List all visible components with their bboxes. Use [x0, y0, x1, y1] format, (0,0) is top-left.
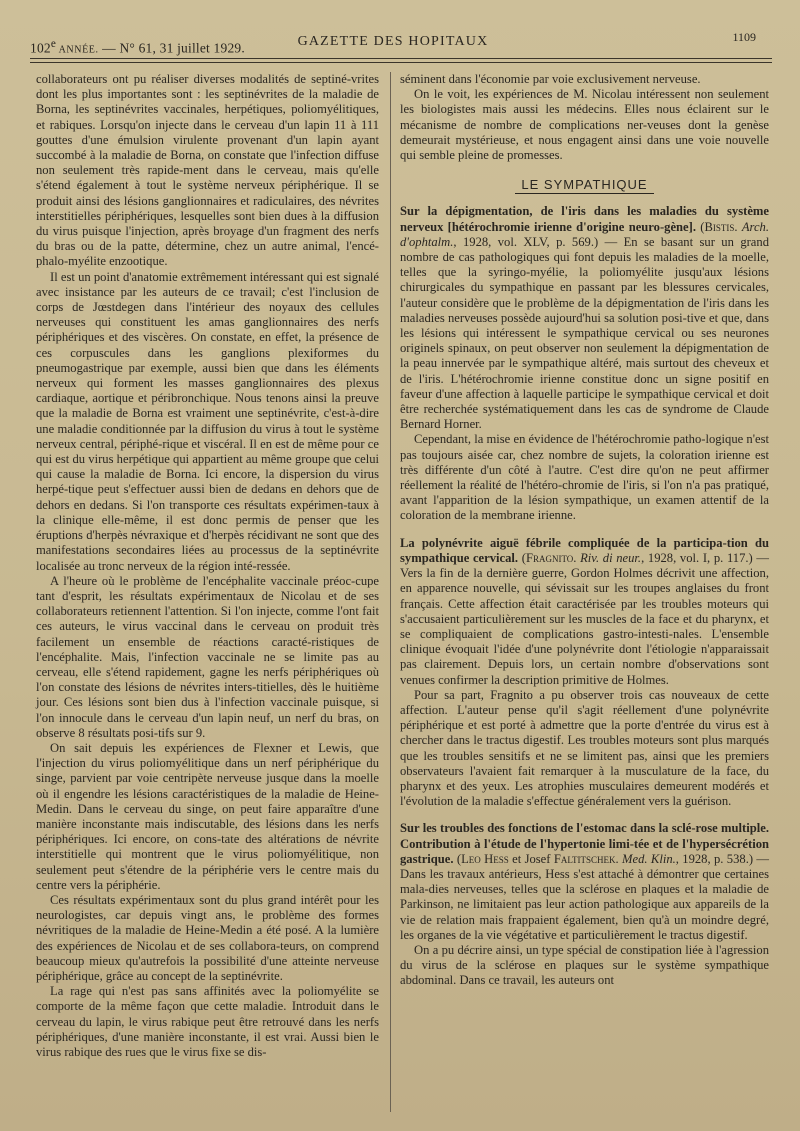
article-source: Arch. d'ophtalm. [400, 219, 769, 249]
article-fragnito: La polynévrite aiguë fébrile compliquée de la participa-tion du sympathique cervical. (Fragnito. Riv. di neur., 1928, vol. I, p. 117.) — Vers la fin de la dernière guerre, Gordon Holmes décrivit une affection, en apparence nouvelle, qui sévissait sur les troupes anglaises du front français. Cette affection était caractérisée par les troubles moteurs qui s'accusaient particulièrement sur les muscles de la face et du pharynx, et se compliquaient de complications gastro-intesti-nales. L'ensemble clinique évoquait l'idée d'une polynévrite dont l'étiologie n'apparaissait pas clairement. Depuis lors, un certain nombre d'observations sont venues confirmer la description primitive de Holmes. [400, 535, 770, 687]
left-column [36, 72, 379, 1060]
page-header [30, 30, 756, 56]
article-author: Faltitschek [553, 851, 616, 866]
column-divider [390, 72, 391, 1112]
paragraph: collaborateurs ont pu réaliser diverses modalités de septiné-vrites dont les plus importantes sont : les septinévrites de la maladie de Borna, les septinévrites vaccinales, herpétiques, poliomyélitiques, et rabiques. Lorsqu'on injecte dans le cerveau d'un lapin 11 à 111 gouttes d'une émulsion virulente provenant d'un lapin ayant succombé à la maladie de Borna, on constate que l'infection diffuse non seulement très rapide-ment dans le cerveau, mais qu'elle s'étend également à tout le système nerveux périphérique. Il se produit ainsi des lésions ganglionnaires et radiculaires, des névrites interstitielles périphériques, lesquelles sont bien dues à la diffusion du virus puisque l'injection, après broyage d'un fragment des nerfs du bras ou de la patte, détermine, chez un autre animal, l'encé-phalo-myélite enzootique. [36, 72, 379, 269]
article-title: Sur la dépigmentation, de l'iris dans les maladies du système nerveux [hétérochromie irienne d'origine neuro-gène]. [400, 204, 769, 234]
header-rule-thin [30, 62, 772, 63]
paragraph: Ces résultats expérimentaux sont du plus grand intérêt pour les neurologistes, car depuis vingt ans, le problème des formes névritiques de la maladie de Heine-Medin a été posé. A la lumière des expériences de Nicolau et de ses collabora-teurs, on comprend beaucoup mieux qu'autrefois la possibilité d'une atteinte nerveuse périphérique, grâce au concept de la septinévrite. [36, 892, 379, 983]
issue-info: 102e ANNÉE. — N° 61, 31 juillet 1929. [30, 38, 245, 56]
paragraph: On a pu décrire ainsi, un type spécial de constipation liée à l'agression du virus de la sclérose en plaques sur le système sympathique abdominal. Dans ce travail, les auteurs ont [400, 942, 769, 988]
paragraph: On le voit, les expériences de M. Nicolau intéressent non seulement les biologistes mais aussi les médecins. Elles nous éclairent sur le mécanisme de nombre de complications ner-veuses dont la genèse demeurait mystérieuse, et nous engagent ainsi dans une voie nouvelle qui semble pleine de promesses. [400, 87, 769, 163]
page-number: 1109 [732, 30, 756, 44]
paragraph: Il est un point d'anatomie extrêmement intéressant qui est signalé avec insistance par les auteurs de ce travail; c'est l'inclusion de corps de Jœstdegen dans l'intérieur des noyaux des cellules nerveuses qui constituent les amas ganglionnaires des nerfs périphériques et des viscères. On constate, en effet, la présence de ces corpuscules dans les ganglions plexiformes du pneumogastrique par exemple, aussi bien que dans les éléments nerveux qui forment les masses ganglionnaires des plexus cardiaque, aortique et péribronchique. Nous tenons ainsi la preuve que la maladie de Borna est vraiment une septinévrite, c'est-à-dire une maladie conditionnée par la diffusion du virus à tout le système nerveux central, périphé-rique et viscéral. Il en est de même pour ce qui est du virus herpétique qui appartient au même groupe que celui qui cause la maladie de Borna. Ici encore, la dispersion du virus herpé-tique peut s'effectuer aussi bien de dedans en dehors que de dehors en dedans. Si l'on transporte ces résultats expérimen-taux à la clinique elle-même, il est donc permis de penser que les éruptions d'herpès névraxique et d'herpès récidivant ne sont que des manifestations secondaires liées au processus de la septinévrite localisée au tronc nerveux de la région inté-ressée. [36, 269, 379, 573]
article-source: Med. Klin. [622, 851, 676, 866]
paragraph: On sait depuis les expériences de Flexner et Lewis, que l'injection du virus poliomyélitique dans un nerf périphérique du singe, parvient par voie centripète nerveuse jusque dans la moelle où il engendre les lésions caractéristiques de la maladie de Heine-Medin. Dans le cerveau du singe, on peut faire apparaître d'une manière inconstante mais indiscutable, des lésions dans les nerfs périphériques. Ici encore, on cons-tate des altérations de névrite interstitielle qui montrent que le virus poliomyélitique, non seulement peut s'étendre de la périphérie vers le centre mais du centre vers la périphérie. [36, 740, 379, 892]
article-author: Leo Hess [461, 851, 509, 866]
paragraph: Pour sa part, Fragnito a pu observer trois cas nouveaux de cette affection. L'auteur pense qu'il s'agit réellement d'une polynévrite périphérique et est porté à admettre que la porte d'entrée du virus est à chercher dans le tractus digestif. Les troubles moteurs sont plus marqués que les troubles sensitifs et ne se limitent pas, ainsi que les premiers observateurs l'avaient fait remarquer à la musculature de la face, du pharynx et des yeux. Les atrophies musculaires demeurent modérés et l'évolution de la maladie s'effectue généralement vers la guérison. [400, 687, 769, 809]
article-author: Bistis [704, 219, 735, 234]
paragraph: La rage qui n'est pas sans affinités avec la poliomyélite se comporte de la même façon que cette maladie. Introduit dans le cerveau du lapin, le virus rabique peut être retrouvé dans les nerfs périphériques, d'une manière inconstante, il est vrai. Aussi bien le virus rabique des rues que le virus fixe se dis- [36, 984, 379, 1059]
article-source: Riv. di neur. [580, 550, 642, 565]
right-column [400, 72, 769, 989]
article-hess: Sur les troubles des fonctions de l'estomac dans la sclé-rose multiple. Contribution à l'étude de l'hypertonie limi-tée et de l'hypersécrétion gastrique. (Leo Hess et Josef Faltitschek. Med. Klin., 1928, p. 538.) — Dans les travaux antérieurs, Hess s'est attaché à démontrer que certaines mala-dies nerveuses, telles que la sclérose en plaques et la maladie de Parkinson, ne limitaient pas leur action pathologique aux appareils de la vie de relation mais frappaient également, bien qu'à un moindre degré, les organes de la vie végétative et particulièrement le tractus digestif. [400, 821, 769, 942]
article-title: Sur les troubles des fonctions de l'estomac dans la sclé-rose multiple. Contribution à l'étude de l'hypertonie limi-tée et de l'hypersécrétion gastrique. [400, 821, 769, 866]
paragraph: Cependant, la mise en évidence de l'hétérochromie patho-logique n'est pas toujours aisée car, chez nombre de sujets, la coloration irienne est très différente d'un côté à l'autre. C'est dire qu'on ne peut affirmer réellement la réalité de l'hétéro-chromie de l'iris, si l'on n'a pas pratiqué, avant l'apparition de la lésion sympathique, un examen attentif de la coloration de la membrane irienne. [400, 432, 769, 523]
paragraph: séminent dans l'économie par voie exclusivement nerveuse. [400, 72, 701, 86]
article-title: La polynévrite aiguë fébrile compliquée de la participa-tion du sympathique cervical. [400, 535, 769, 565]
header-rule [30, 58, 772, 59]
article-bistis: Sur la dépigmentation, de l'iris dans les maladies du système nerveux [hétérochromie irienne d'origine neuro-gène]. (Bistis. Arch. d'ophtalm., 1928, vol. XLV, p. 569.) — En se basant sur un grand nombre de cas pathologiques qui font depuis les maladies de la moelle, telles que la syringo-myélie, la poliomyélite jusqu'aux lésions chirurgicales du sympathique en passant par les blessures cervicales, l'auteur considère que le problème de la dépigmentation de l'iris dans les maladies nerveuses possède aujourd'hui sa solution posi-tive et que, dans les lésions qui intéressent le sympathique cervical ou ses neurones originels spinaux, on peut observer non seulement la dépigmentation de la peau innervée par le sympathique altéré, mais surtout des cheveux et de l'iris. L'hétérochromie irienne constitue donc un signe positif en faveur d'une affection à laquelle participe le sympathique cervical et doit être recherchée systématiquement dans les cas de syndrome de Claude Bernard Horner. [400, 204, 769, 432]
journal-title: GAZETTE DES HOPITAUX [297, 34, 489, 49]
article-author: Fragnito [525, 550, 574, 565]
section-heading: LE SYMPATHIQUE [400, 177, 769, 192]
paragraph: A l'heure où le problème de l'encéphalite vaccinale préoc-cupe tant d'esprit, les résultats expérimentaux de Nicolau et de ses collaborateurs retiennent l'attention. Si l'on injecte, comme l'ont fait ces auteurs, le virus vaccinal dans le cerveau on produit très facilement un ensemble de réactions caracté-ristiques de l'encéphalite. Mais, l'infection vaccinale ne se limite pas au cerveau, elle s'étend rapidement, gagne les nerfs périphériques où l'on constate des lésions de névrites inters-titielles, dès le huitième jour. Ces lésions sont bien dus à l'infection vaccinale puisque, si l'on innocule dans le cerveau d'un lapin neuf, un nerf du bras, on observe 8 résultats posi-tifs sur 9. [36, 573, 379, 740]
